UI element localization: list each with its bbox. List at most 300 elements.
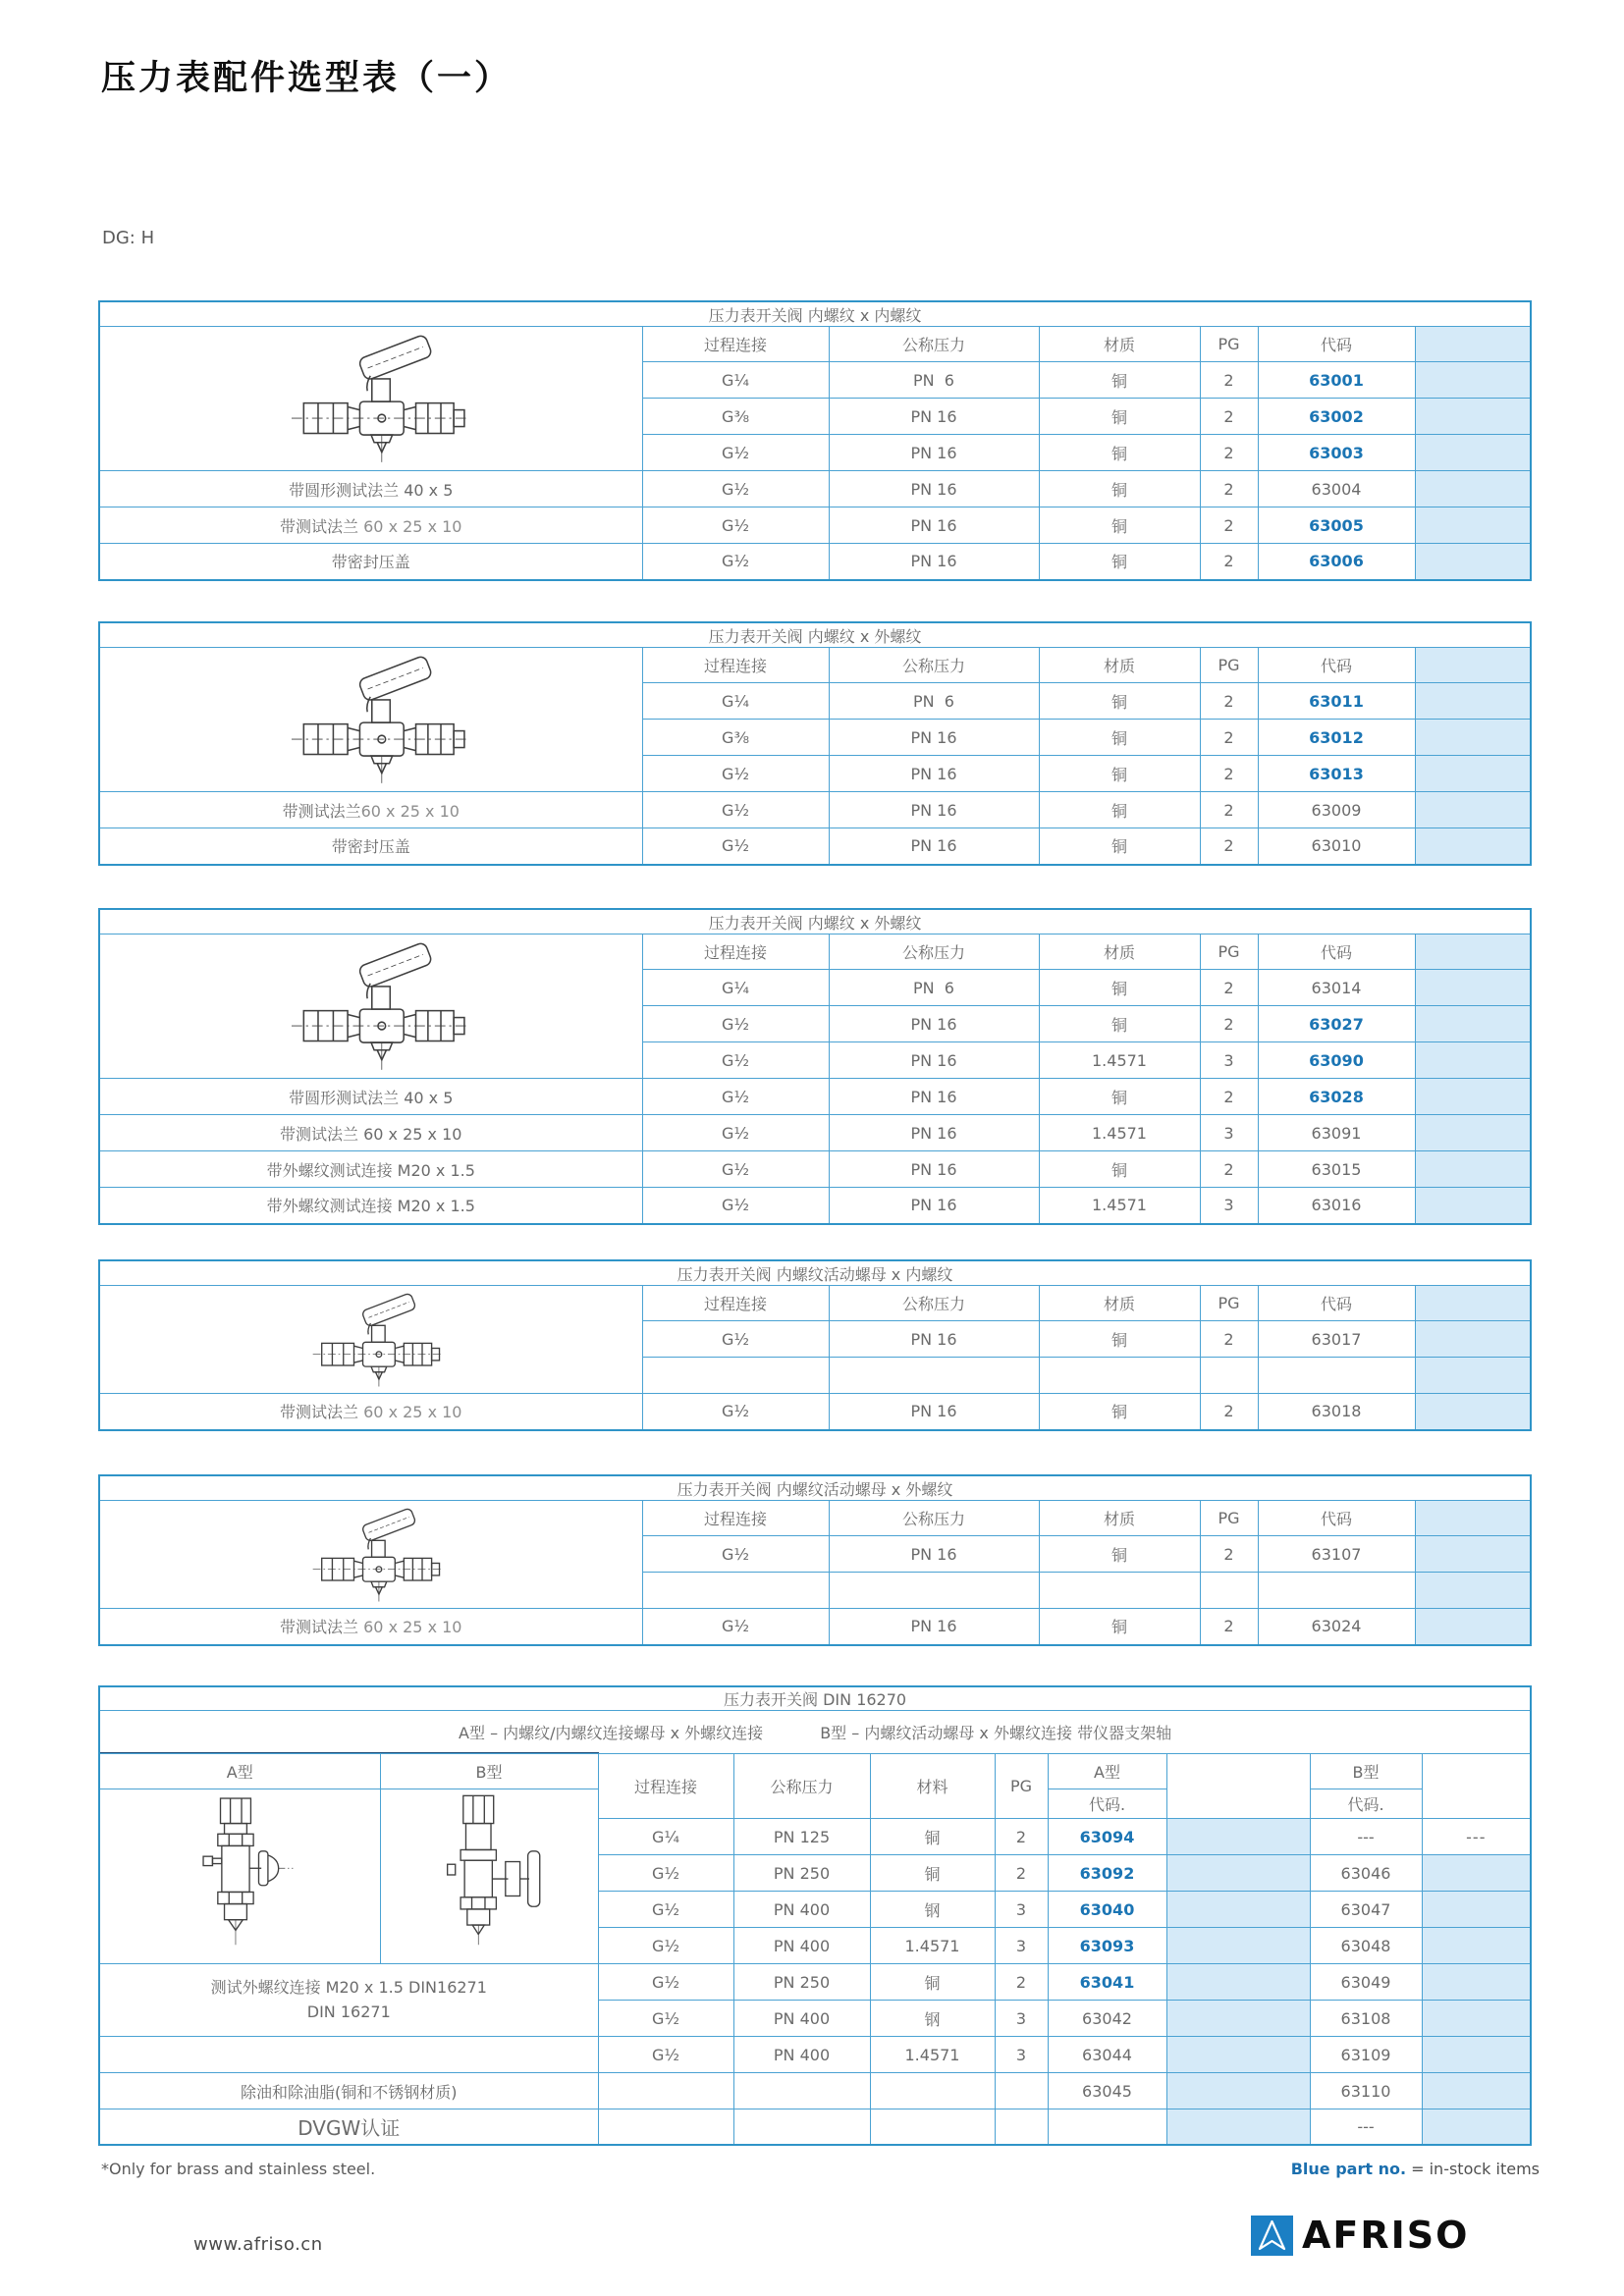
- nominal-pressure: PN 16: [829, 1079, 1039, 1115]
- column-header-0: 过程连接: [642, 648, 829, 683]
- din-column-header-3: PG: [995, 1754, 1048, 1819]
- part-number: 63009: [1258, 792, 1415, 828]
- filler-cell: [1422, 2001, 1531, 2037]
- legend: [98, 2160, 1540, 2178]
- process-connection: G½: [642, 1394, 829, 1430]
- nominal-pressure: PN 16: [829, 828, 1039, 865]
- part-number: 63006: [1258, 544, 1415, 580]
- filler-cell: [1415, 1394, 1531, 1430]
- table-row: [99, 507, 1531, 544]
- material: 铜: [1039, 544, 1200, 580]
- part-number: 63002: [1258, 399, 1415, 435]
- pg-value: 2: [1200, 471, 1258, 507]
- filler-cell: [1166, 1892, 1310, 1928]
- type-a-description: A型 – 内螺纹/内螺纹连接螺母 x 外螺纹连接: [459, 1724, 764, 1742]
- material: 铜: [1039, 1609, 1200, 1645]
- type-a-part-number: 63094: [1048, 1819, 1166, 1855]
- type-b-part-number: 63046: [1310, 1855, 1422, 1892]
- nominal-pressure: PN 16: [829, 1394, 1039, 1430]
- filler-cell: [1415, 471, 1531, 507]
- filler-cell: [1415, 1188, 1531, 1224]
- filler-cell: [1166, 2037, 1310, 2073]
- row-label: [99, 1964, 598, 2037]
- row-label-text: 带测试法兰: [280, 1618, 359, 1637]
- filler-cell: [1422, 2109, 1531, 2145]
- filler-cell: [1166, 1855, 1310, 1892]
- material: 铜: [1039, 399, 1200, 435]
- column-header-1: 公称压力: [829, 1501, 1039, 1536]
- type-b-part-number: 63109: [1310, 2037, 1422, 2073]
- din-column-header-0: 过程连接: [598, 1754, 733, 1819]
- part-number: 63003: [1258, 435, 1415, 471]
- pg-value: 2: [1200, 756, 1258, 792]
- row-label-text: 带测试法兰: [280, 516, 359, 536]
- filler-cell: [1415, 683, 1531, 720]
- nominal-pressure: PN 400: [733, 1892, 870, 1928]
- process-connection: G½: [598, 2001, 733, 2037]
- material: [870, 2073, 995, 2109]
- type-b-part-number: ---: [1310, 2109, 1422, 2145]
- process-connection: G½: [642, 756, 829, 792]
- row-label-text: 带测试法兰: [280, 1403, 359, 1422]
- pg-value: 2: [1200, 1609, 1258, 1645]
- table-row: [99, 1079, 1531, 1115]
- type-a-part-number: 63045: [1048, 2073, 1166, 2109]
- row-label: 除油和除油脂(铜和不锈钢材质): [99, 2073, 598, 2109]
- nominal-pressure: PN 250: [733, 1964, 870, 2001]
- row-label-text: 带密封压盖: [331, 553, 410, 572]
- table-title: 压力表开关阀 内螺纹 x 外螺纹: [99, 622, 1531, 648]
- pg-value: 2: [1200, 544, 1258, 580]
- row-label-text: 带圆形测试法兰 40 x 5: [289, 1088, 454, 1107]
- pg-value: 2: [1200, 970, 1258, 1006]
- column-header-2: 材质: [1039, 934, 1200, 970]
- part-number: 63017: [1258, 1321, 1415, 1358]
- column-header-1: 公称压力: [829, 934, 1039, 970]
- row-label: [99, 1151, 642, 1188]
- nominal-pressure: PN 16: [829, 792, 1039, 828]
- filler-cell: [1415, 1321, 1531, 1358]
- part-number: 63013: [1258, 756, 1415, 792]
- nominal-pressure: PN 400: [733, 1928, 870, 1964]
- filler-cell: [1415, 327, 1531, 362]
- nominal-pressure: PN 6: [829, 362, 1039, 399]
- pg-value: 2: [1200, 399, 1258, 435]
- process-connection: G½: [642, 1188, 829, 1224]
- filler-cell: [1166, 2073, 1310, 2109]
- table-row: [99, 1609, 1531, 1645]
- filler-cell: [1415, 544, 1531, 580]
- filler-cell: [1166, 1928, 1310, 1964]
- column-header-1: 公称压力: [829, 327, 1039, 362]
- dark-divider-line: [99, 1752, 599, 1754]
- row-label-text: 带测试法兰 60 x 25 x 10: [280, 1124, 462, 1144]
- din-table-title: 压力表开关阀 DIN 16270: [99, 1686, 1531, 1711]
- row-label-text: 带圆形测试法兰 40 x 5: [289, 480, 454, 500]
- material: 铜: [1039, 1394, 1200, 1430]
- material: 铜: [1039, 828, 1200, 865]
- pg-value: 2: [1200, 828, 1258, 865]
- pg-value: 3: [995, 1928, 1048, 1964]
- row-label: [99, 828, 642, 865]
- table-title: 压力表开关阀 内螺纹 x 内螺纹: [99, 301, 1531, 327]
- part-number: 63010: [1258, 828, 1415, 865]
- afriso-logo-icon: [1251, 2216, 1293, 2256]
- process-connection: G½: [642, 471, 829, 507]
- material: 铜: [1039, 756, 1200, 792]
- filler-cell: [1415, 828, 1531, 865]
- type-a-part-number: 63040: [1048, 1892, 1166, 1928]
- filler-cell: [1415, 1042, 1531, 1079]
- table-title-row: [99, 1475, 1531, 1501]
- table-row: [99, 828, 1531, 865]
- filler-cell: [1415, 934, 1531, 970]
- nominal-pressure: PN 16: [829, 435, 1039, 471]
- table-header-row: [99, 327, 1531, 362]
- pg-value: 3: [1200, 1115, 1258, 1151]
- filler-cell: [1415, 720, 1531, 756]
- gauge-shutoff-valve-diagram: [248, 329, 494, 468]
- filler-cell: [1166, 2001, 1310, 2037]
- filler-cell: [1415, 792, 1531, 828]
- filler-cell: [1422, 2037, 1531, 2073]
- spec-table: [98, 621, 1532, 866]
- part-number: 63018: [1258, 1394, 1415, 1430]
- part-number: 63107: [1258, 1536, 1415, 1573]
- din-valve-type-b-diagram: [421, 1794, 557, 1959]
- nominal-pressure: PN 16: [829, 756, 1039, 792]
- filler-cell: [1415, 1151, 1531, 1188]
- filler-cell: [1415, 1573, 1531, 1609]
- table-title-row: [99, 909, 1531, 934]
- pg-value: 2: [1200, 507, 1258, 544]
- row-label: [99, 1394, 642, 1430]
- pg-value: 2: [1200, 1394, 1258, 1430]
- nominal-pressure: PN 16: [829, 1151, 1039, 1188]
- gauge-shutoff-valve-diagram: [248, 936, 494, 1076]
- column-header-3: PG: [1200, 1286, 1258, 1321]
- filler-cell: [1415, 1079, 1531, 1115]
- part-number: 63004: [1258, 471, 1415, 507]
- nominal-pressure: [733, 2109, 870, 2145]
- table-row: [99, 471, 1531, 507]
- table-title: 压力表开关阀 内螺纹活动螺母 x 外螺纹: [99, 1475, 1531, 1501]
- pg-value: 2: [995, 1819, 1048, 1855]
- row-label-text: 带外螺纹测试连接 M20 x 1.5: [266, 1160, 475, 1180]
- pg-value: [995, 2073, 1048, 2109]
- process-connection: G½: [598, 1892, 733, 1928]
- row-label: DVGW认证: [99, 2109, 598, 2145]
- material: 铜: [1039, 1536, 1200, 1573]
- process-connection: G½: [598, 1928, 733, 1964]
- material: 1.4571: [1039, 1188, 1200, 1224]
- type-b-image-header: B型: [380, 1754, 598, 1789]
- no-item-dashes: ---: [1422, 1819, 1531, 1855]
- pg-value: 2: [1200, 362, 1258, 399]
- row-label: [99, 792, 642, 828]
- row-label: [99, 544, 642, 580]
- part-number: [1258, 1573, 1415, 1609]
- legend-blue-label: Blue part no.: [1290, 2160, 1407, 2178]
- material: 铜: [1039, 471, 1200, 507]
- material: 铜: [1039, 1079, 1200, 1115]
- material: 1.4571: [870, 1928, 995, 1964]
- pg-value: 2: [995, 1964, 1048, 2001]
- gauge-shutoff-valve-diagram: [273, 1289, 469, 1391]
- nominal-pressure: PN 125: [733, 1819, 870, 1855]
- filler-cell: [1415, 1006, 1531, 1042]
- filler-cell: [1415, 1501, 1531, 1536]
- filler-cell: [1166, 1964, 1310, 2001]
- nominal-pressure: PN 16: [829, 507, 1039, 544]
- spec-table: [98, 1474, 1532, 1646]
- table-row: [99, 792, 1531, 828]
- valve-diagram-cell: [99, 1286, 642, 1394]
- nominal-pressure: PN 6: [829, 683, 1039, 720]
- process-connection: G½: [642, 544, 829, 580]
- part-number: 63090: [1258, 1042, 1415, 1079]
- pg-value: [1200, 1358, 1258, 1394]
- process-connection: [642, 1573, 829, 1609]
- table-header-row: [99, 1286, 1531, 1321]
- material: 铜: [1039, 1151, 1200, 1188]
- spec-table: [98, 1259, 1532, 1431]
- table-title: 压力表开关阀 内螺纹活动螺母 x 内螺纹: [99, 1260, 1531, 1286]
- part-number: 63027: [1258, 1006, 1415, 1042]
- part-number: 63028: [1258, 1079, 1415, 1115]
- website-url: www.afriso.cn: [193, 2234, 323, 2255]
- filler-cell: [1415, 435, 1531, 471]
- process-connection: G½: [642, 1151, 829, 1188]
- pg-value: 2: [1200, 1536, 1258, 1573]
- material: 1.4571: [870, 2037, 995, 2073]
- nominal-pressure: PN 16: [829, 1188, 1039, 1224]
- material: 铜: [1039, 970, 1200, 1006]
- process-connection: G¼: [598, 1819, 733, 1855]
- pg-value: 2: [995, 1855, 1048, 1892]
- table-header-row: [99, 934, 1531, 970]
- process-connection: G½: [642, 1115, 829, 1151]
- filler-cell: [1415, 1115, 1531, 1151]
- part-number: 63011: [1258, 683, 1415, 720]
- spec-table-3: [98, 908, 1530, 1225]
- spec-table-2: [98, 621, 1530, 866]
- material: 铜: [1039, 362, 1200, 399]
- type-a-part-number: 63042: [1048, 2001, 1166, 2037]
- column-header-4: 代码: [1258, 1286, 1415, 1321]
- material: [1039, 1358, 1200, 1394]
- filler-cell: [1422, 1892, 1531, 1928]
- type-b-part-number: 63110: [1310, 2073, 1422, 2109]
- column-header-1: 公称压力: [829, 648, 1039, 683]
- table-header-row: [99, 648, 1531, 683]
- filler-cell: [1422, 2073, 1531, 2109]
- row-label-line2: DIN 16271: [306, 2002, 391, 2021]
- process-connection: G½: [642, 792, 829, 828]
- column-header-0: 过程连接: [642, 327, 829, 362]
- column-header-2: 材质: [1039, 1286, 1200, 1321]
- filler-cell: [1422, 1855, 1531, 1892]
- process-connection: G½: [642, 1536, 829, 1573]
- process-connection: G½: [598, 1855, 733, 1892]
- table-title-row: [99, 1260, 1531, 1286]
- nominal-pressure: PN 16: [829, 1115, 1039, 1151]
- column-header-4: 代码: [1258, 327, 1415, 362]
- material: 铜: [1039, 1321, 1200, 1358]
- table-title: 压力表开关阀 内螺纹 x 外螺纹: [99, 909, 1531, 934]
- material: 钢: [870, 1892, 995, 1928]
- dg-label: DG: H: [102, 228, 155, 248]
- nominal-pressure: PN 16: [829, 1042, 1039, 1079]
- valve-diagram-cell: [99, 934, 642, 1079]
- table-row: [99, 1115, 1531, 1151]
- process-connection: G½: [642, 435, 829, 471]
- nominal-pressure: PN 16: [829, 1609, 1039, 1645]
- page-title: 压力表配件选型表（一）: [101, 59, 513, 98]
- type-a-image-header: A型: [99, 1754, 380, 1789]
- material: 1.4571: [1039, 1042, 1200, 1079]
- row-label: [99, 2037, 598, 2073]
- spec-table-5: [98, 1474, 1530, 1646]
- process-connection: G¼: [642, 970, 829, 1006]
- process-connection: G½: [642, 828, 829, 865]
- row-label-text: 带测试法兰: [282, 801, 361, 821]
- din-16270-table: [98, 1685, 1532, 2146]
- row-label-text: 带密封压盖: [331, 837, 410, 857]
- table-row: [99, 1151, 1531, 1188]
- din-table-row: [99, 1964, 1531, 2001]
- pg-value: 2: [1200, 1079, 1258, 1115]
- table-header-row: [99, 1501, 1531, 1536]
- row-label: [99, 471, 642, 507]
- filler-cell: [1415, 1286, 1531, 1321]
- type-a-valve-diagram-cell: [99, 1789, 380, 1964]
- part-number: [1258, 1358, 1415, 1394]
- filler-cell: [1166, 1819, 1310, 1855]
- row-label-dimensions: 60 x 25 x 10: [358, 1403, 462, 1422]
- din-table: [98, 1685, 1530, 2146]
- material: 1.4571: [1039, 1115, 1200, 1151]
- pg-value: 3: [995, 2037, 1048, 2073]
- column-header-3: PG: [1200, 327, 1258, 362]
- type-a-part-number: 63092: [1048, 1855, 1166, 1892]
- column-header-2: 材质: [1039, 648, 1200, 683]
- spec-table: [98, 908, 1532, 1225]
- filler-cell: [1166, 2109, 1310, 2145]
- spec-table-4: [98, 1259, 1530, 1431]
- material: 铜: [870, 1964, 995, 2001]
- process-connection: G½: [642, 1609, 829, 1645]
- row-label: [99, 1609, 642, 1645]
- filler-cell: [1415, 507, 1531, 544]
- material: [870, 2109, 995, 2145]
- pg-value: 3: [995, 1892, 1048, 1928]
- pg-value: 3: [1200, 1042, 1258, 1079]
- nominal-pressure: PN 16: [829, 399, 1039, 435]
- din-subtitle-row: [99, 1711, 1531, 1754]
- filler-cell: [1415, 970, 1531, 1006]
- type-b-part-number: 63049: [1310, 1964, 1422, 2001]
- material: [1039, 1573, 1200, 1609]
- material: 铜: [1039, 435, 1200, 471]
- row-label-text: 带外螺纹测试连接 M20 x 1.5: [266, 1197, 475, 1216]
- din-subtitle: [99, 1711, 1531, 1754]
- table-row: [99, 1394, 1531, 1430]
- column-header-4: 代码: [1258, 934, 1415, 970]
- part-number: 63015: [1258, 1151, 1415, 1188]
- nominal-pressure: [733, 2073, 870, 2109]
- nominal-pressure: PN 16: [829, 720, 1039, 756]
- type-a-code-header: A型: [1048, 1754, 1166, 1789]
- pg-value: 2: [1200, 720, 1258, 756]
- process-connection: G⅜: [642, 720, 829, 756]
- valve-diagram-cell: [99, 327, 642, 471]
- legend-rest: = in-stock items: [1406, 2160, 1540, 2178]
- process-connection: G⅜: [642, 399, 829, 435]
- column-header-0: 过程连接: [642, 1286, 829, 1321]
- table-title-row: [99, 622, 1531, 648]
- nominal-pressure: PN 250: [733, 1855, 870, 1892]
- din-header-row-1: [99, 1754, 1531, 1789]
- process-connection: G½: [598, 2037, 733, 2073]
- filler-cell: [1415, 1536, 1531, 1573]
- table-row: [99, 1188, 1531, 1224]
- spec-table: [98, 300, 1532, 581]
- pg-value: [1200, 1573, 1258, 1609]
- type-b-part-number: ---: [1310, 1819, 1422, 1855]
- process-connection: G½: [642, 507, 829, 544]
- nominal-pressure: PN 400: [733, 2001, 870, 2037]
- part-number: 63012: [1258, 720, 1415, 756]
- nominal-pressure: PN 400: [733, 2037, 870, 2073]
- material: 铜: [870, 1819, 995, 1855]
- part-number: 63005: [1258, 507, 1415, 544]
- filler-cell: [1415, 362, 1531, 399]
- valve-diagram-cell: [99, 1501, 642, 1609]
- column-header-3: PG: [1200, 934, 1258, 970]
- din-title-row: [99, 1686, 1531, 1711]
- row-label: [99, 1079, 642, 1115]
- row-label-dimensions: 60 x 25 x 10: [360, 801, 460, 821]
- column-header-4: 代码: [1258, 1501, 1415, 1536]
- pg-value: 2: [1200, 792, 1258, 828]
- filler-cell: [1166, 1754, 1310, 1819]
- afriso-logo: [1251, 2214, 1469, 2257]
- valve-diagram-cell: [99, 648, 642, 792]
- process-connection: G¼: [642, 683, 829, 720]
- nominal-pressure: [829, 1573, 1039, 1609]
- din-column-header-1: 公称压力: [733, 1754, 870, 1819]
- type-a-part-number: 63041: [1048, 1964, 1166, 2001]
- material: 铜: [1039, 507, 1200, 544]
- row-label-line1: 测试外螺纹连接 M20 x 1.5 DIN16271: [210, 1977, 487, 1997]
- pg-value: 2: [1200, 1151, 1258, 1188]
- nominal-pressure: PN 16: [829, 1536, 1039, 1573]
- process-connection: G½: [642, 1042, 829, 1079]
- column-header-0: 过程连接: [642, 934, 829, 970]
- type-b-code-header: B型: [1310, 1754, 1422, 1789]
- part-number: 63024: [1258, 1609, 1415, 1645]
- filler-cell: [1415, 1358, 1531, 1394]
- nominal-pressure: PN 6: [829, 970, 1039, 1006]
- type-b-part-number: 63048: [1310, 1928, 1422, 1964]
- filler-cell: [1415, 1609, 1531, 1645]
- din-table-row: [99, 2073, 1531, 2109]
- pg-value: 2: [1200, 1006, 1258, 1042]
- nominal-pressure: PN 16: [829, 1006, 1039, 1042]
- din-table-row: [99, 2109, 1531, 2145]
- material: 铜: [870, 1855, 995, 1892]
